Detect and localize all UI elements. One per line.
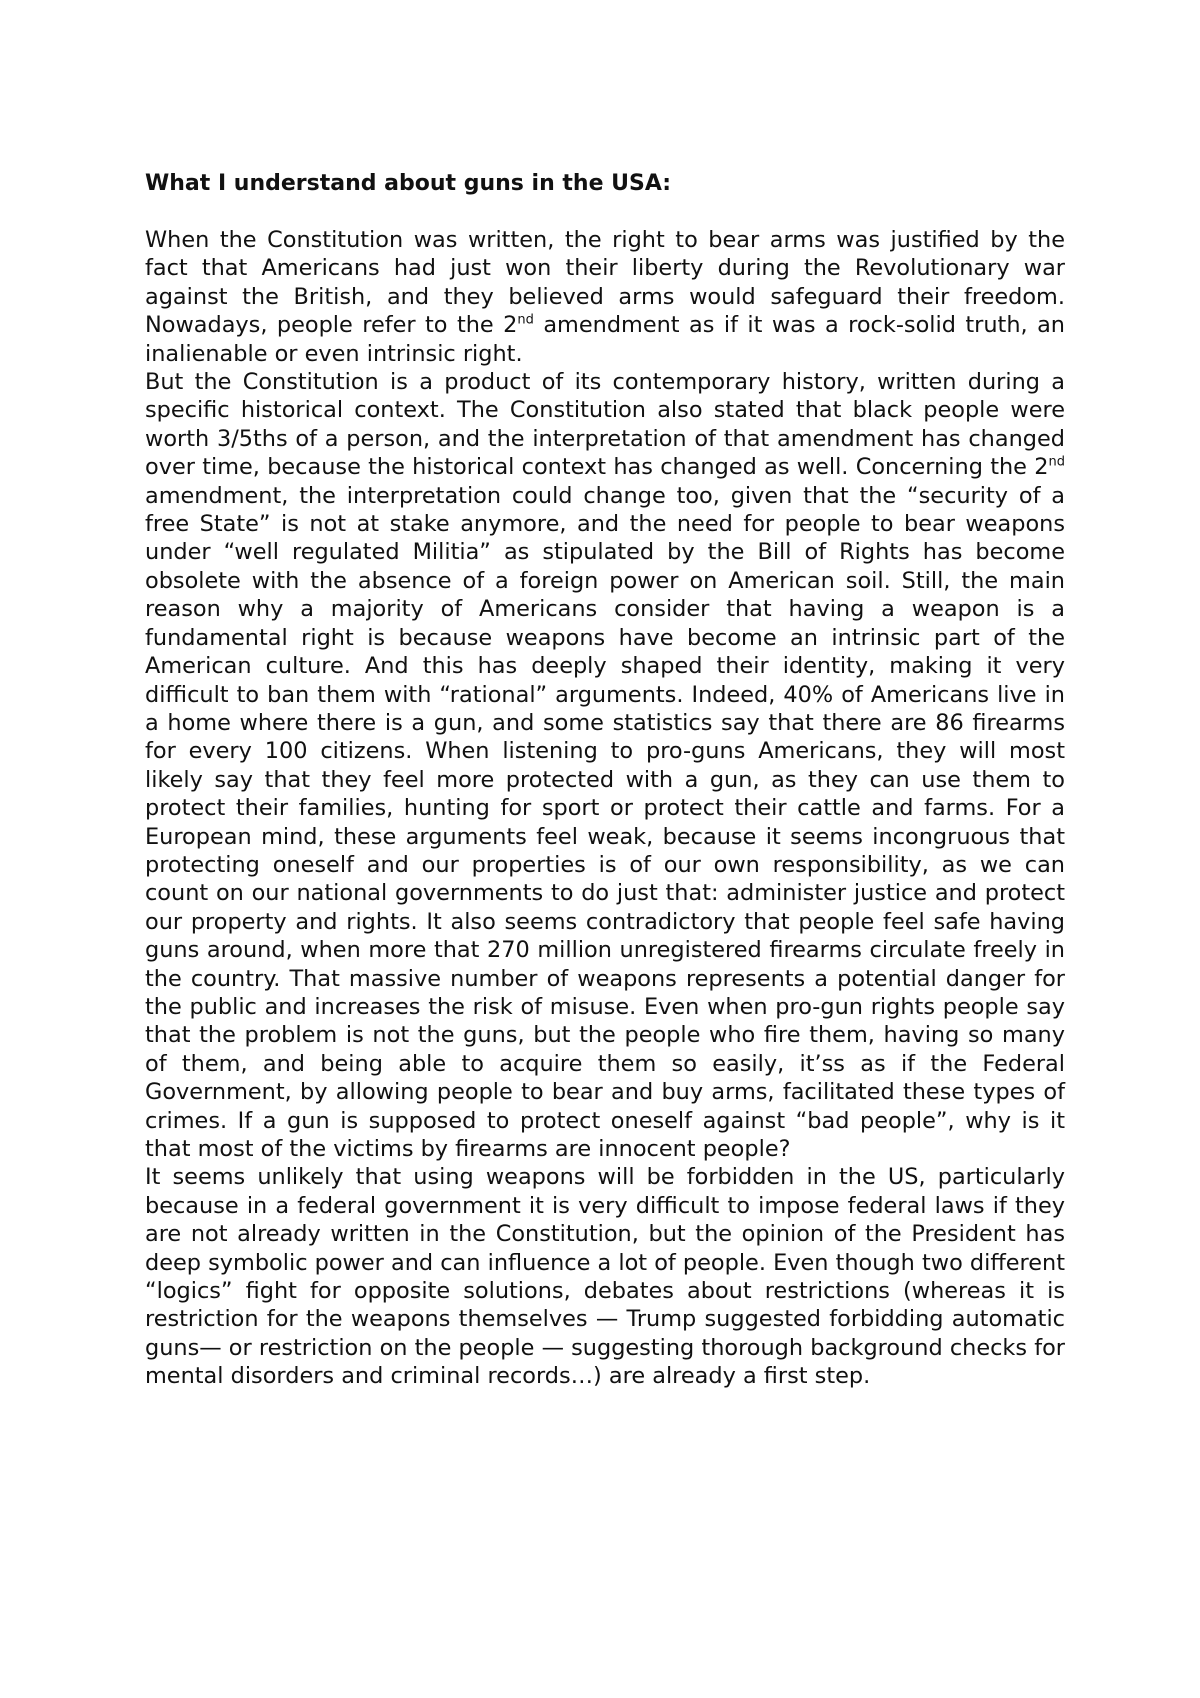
paragraph-3-text: It seems unlikely that using weapons will be forbidden in the US, particularly because in a federal government it is very difficult to impose federal laws if they are not already written in the Constitution, but the opinion of the President has deep symbolic power and can influence a lot of people. Even though two different “logics” fight for opposite solutions, debates about restrictions (whereas it is restriction for the weapons themselves — Trump suggested forbidding automatic guns— or restriction on the people — suggesting thorough background checks for mental disorders and criminal records…) are already a first step.: [145, 1164, 1065, 1390]
paragraph-1: [145, 226, 1065, 368]
document-title: What I understand about guns in the USA:: [145, 171, 672, 196]
ordinal-suffix: nd: [1048, 454, 1065, 470]
paragraph-2: [145, 368, 1065, 1163]
paragraph-2-text-b: amendment, the interpretation could change too, given that the “security of a free State” is not at stake anymore, and the need for people to bear weapons under “well regulated Militia” as stipulated by the Bill of Rights has become obsolete with the absence of a foreign power on American soil. Still, the main reason why a majority of Americans consider that having a weapon is a fundamental right is because weapons have become an intrinsic part of the American culture. And this has deeply shaped their identity, making it very difficult to ban them with “rational” arguments. Indeed, 40% of Americans live in a home where there is a gun, and some statistics say that there are 86 firearms for every 100 citizens. When listening to pro-guns Americans, they will most likely say that they feel more protected with a gun, as they can use them to protect their families, hunting for sport or protect their cattle and farms. For a European mind, these arguments feel weak, because it seems incongruous that protecting oneself and our properties is of our own responsibility, as we can count on our national governments to do just that: administer justice and protect our property and rights. It also seems contradictory that people feel safe having guns around, when more that 270 million unregistered firearms circulate freely in the country. That massive number of weapons represents a potential danger for the public and increases the risk of misuse. Even when pro-gun rights people say that the problem is not the guns, but the people who fire them, having so many of them, and being able to acquire them so easily, it’ss as if the Federal Government, by allowing people to bear and buy arms, facilitated these types of crimes. If a gun is supposed to protect oneself against “bad people”, why is it that most of the victims by firearms are innocent people?: [145, 482, 1065, 1162]
paragraph-1-text-a: When the Constitution was written, the right to bear arms was justified by the fact that Americans had just won their liberty during the Revolutionary war against the British, and they believed arms would safeguard their freedom. Nowadays, people refer to the 2: [145, 227, 1065, 339]
paragraph-2-text-a: But the Constitution is a product of its contemporary history, written during a specific historical context. The Constitution also stated that black people were worth 3/5ths of a person, and the interpretation of that amendment has changed over time, because the historical context has changed as well. Concerning the 2: [145, 369, 1065, 481]
paragraph-1-text-b: amendment as if it was a rock-solid truth, an inalienable or even intrinsic right.: [145, 312, 1065, 367]
ordinal-suffix: nd: [517, 312, 534, 328]
paragraph-3: [145, 1163, 1065, 1390]
document-page: [145, 170, 1065, 1391]
